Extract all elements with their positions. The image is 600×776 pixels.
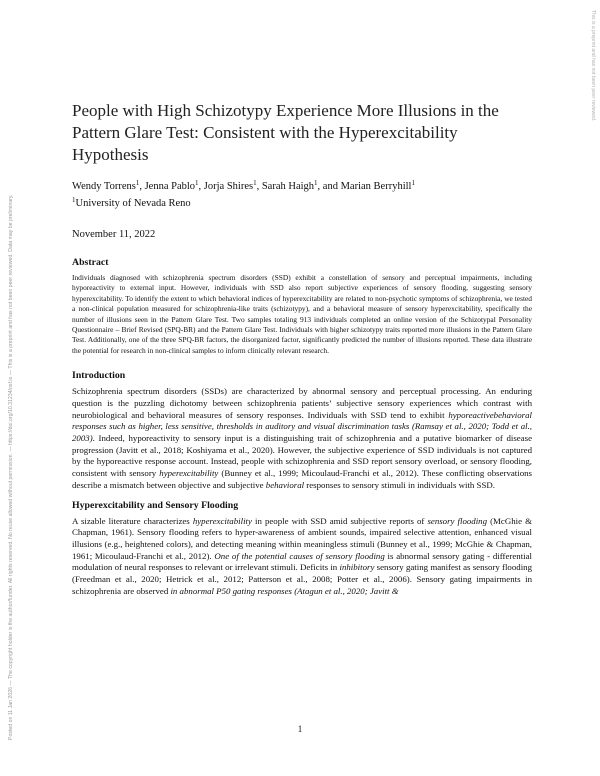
text-run: sensory gating manifest as sensory flooding (Freedman et al., 2020; Hetrick et al., 2012; Patterson et al., 2008; Potter et al., 2006). Sensory gating impairments in schizophrenia are observed [72,562,532,596]
paper-page [72,100,532,606]
affiliation [72,198,532,209]
author-name: Marian Berryhill [340,181,412,192]
text-run: in people with SSD amid subjective reports of [251,515,428,526]
page-number: 1 [297,724,303,734]
author-affiliation-mark: 1 [411,179,415,187]
author-name: Wendy Torrens [72,181,136,192]
author-separator: , [139,181,145,192]
emphasis-run: hyperexcitability [192,515,252,526]
paper-date: November 11, 2022 [72,229,156,240]
author-affiliation-mark: 1 [135,179,140,187]
preprint-right-notice: This is a preprint and has not been peer reviewed. [590,10,596,122]
paper-title: People with High Schizotypy Experience More Illusions in the Pattern Glare Test: Consistent with the Hyperexcitability Hypothesis [72,101,499,164]
emphasis-run: hyperexcitability [159,468,219,479]
abstract-heading: Abstract [72,257,109,268]
emphasis-run: inhibitory [339,562,375,573]
author-affiliation-mark: 1 [195,179,199,187]
emphasis-run: One of the potential causes of sensory flooding [214,550,385,561]
text-run: . Indeed, hyporeactivity to sensory input is a distinguishing trait of schizophrenia and a putative biomarker of disease progression (Javitt et al., 2018; Koshiyama et al., 2020). However, the subjective experience of SSD individuals is not captured by the hyporeactive response account. Instead, people with schizophrenia and SSD report sensory overload, or sensory flooding, consistent with sensory [72,433,532,479]
text-run: Schizophrenia spectrum disorders (SSDs) are characterized by abnormal sensory and perceptual processing. An enduring question is the puzzling dichotomy between schizophrenia patients’ subjective sensory experiences which contrast with neurobiological and behavioral measures of sensory responses. Individuals with SSD tend to exhibit [72,386,532,420]
author-name: Jenna Pablo [144,181,196,192]
author-name: Sarah Haigh [261,181,315,192]
emphasis-run: behavioral [265,479,305,490]
affiliation-name: University of Nevada Reno [75,198,191,209]
section-heading-hyperexcitability: Hyperexcitability and Sensory Flooding [72,499,239,511]
emphasis-run: hyporeactivebehavioral responses such as higher, less sensitive, thresholds in auditory and visual discrimination tasks (Ramsay et al., 2020; Todd et al., 2003) [72,409,532,444]
author-affiliation-mark: 1 [314,179,318,187]
author-list [72,181,532,192]
text-run: (McGhie & Chapman, 1961). Sensory flooding refers to hyper-awareness of ambient sounds, impaired selective attention, enhanced visual illusions (e.g., heightened colors), and detecting meaning within meaningless stimuli (Bunney et al., 1999; McGhie & Chapman, 1961; Micoulaud-Franchi et al., 2012). [72,515,532,561]
abstract-text: Individuals diagnosed with schizophrenia spectrum disorders (SSD) exhibit a constellation of sensory and perceptual impairments, including hyporeactivity to external input. However, individuals with SSD also report subjective experiences of sensory flooding, suggesting sensory hyperexcitability. To identify the extent to which behavioral indices of hyperexcitability are related to non-psychotic symptoms of schizophrenia, we tested a non-clinical population measured for schizophrenia-like traits (schizotypy), and a behavioral measure of sensory hyperexcitability, specifically the number of illusions seen in the Pattern Glare Test. Two samples totaling 913 individuals completed an online version of the Schizotypal Personality Questionnaire – Brief Revised (SPQ-BR) and the Pattern Glare Test. Individuals with higher schizotypy traits reported more illusions in the Pattern Glare Test. Additionally, one of the three SPQ-BR factors, the disorganized factor, significantly predicted the number of illusions reported. These data illustrate the potential for research in non-clinical samples to inform clinically relevant research. [72,273,532,355]
author-name: Jorja Shires [203,181,254,192]
author-affiliation-mark: 1 [253,179,257,187]
affiliation-mark: 1 [72,196,76,204]
text-run: responses to sensory stimuli in individuals with SSD. [304,479,495,490]
preprint-sidebar-notice: Posted on 11 Jan 2026 — The copyright holder is the author/funder. All rights reserved. No reuse allowed without permission. — https://doi.org/10.31234/osf.io — This is a preprint and has not been peer reviewed. Data may be preliminary. [8,194,14,740]
author-separator: , [256,181,262,192]
hyperexcitability-paragraph [72,516,532,598]
introduction-heading: Introduction [72,370,126,382]
text-run: (Bunney et al., 1999; Micoulaud-Franchi et al., 2012). These conflicting observations describe a mismatch between objective and subjective [72,468,532,490]
author-separator: , [198,181,204,192]
emphasis-run: in abnormal P50 gating responses (Atagun et al., 2020; Javitt & [170,585,399,596]
text-run: A sizable literature characterizes [72,515,193,526]
author-separator: , and [317,181,341,192]
text-run: is abnormal sensory gating - differential modulation of neural responses to relevant or irrelevant stimuli. Deficits in [72,550,532,573]
introduction-paragraph [72,386,532,491]
emphasis-run: sensory flooding [427,515,488,526]
